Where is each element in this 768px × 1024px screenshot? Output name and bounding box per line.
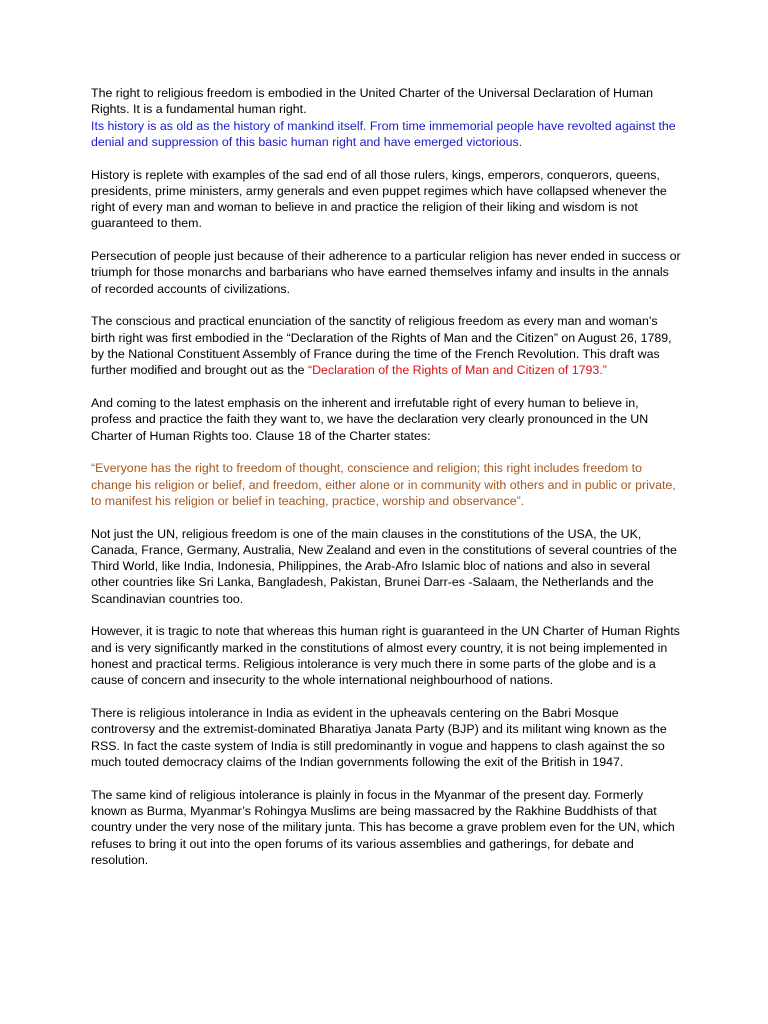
paragraph-4 — [91, 313, 681, 378]
paragraph-1-blue-text: Its history is as old as the history of mankind itself. From time immemorial people have revolted against the denial and suppression of this basic human right and have emerged victorious. — [91, 118, 676, 149]
paragraph-4-red-text: “Declaration of the Rights of Man and Citizen of 1793.” — [307, 363, 607, 378]
paragraph-8: However, it is tragic to note that whereas this human right is guaranteed in the UN Charter of Human Rights and is very significantly marked in the constitutions of almost every country, it is not being implemented in honest and practical terms. Religious intolerance is very much there in some parts of the globe and is a cause of concern and insecurity to the whole international neighbourhood of nations. — [91, 624, 680, 688]
charter-quote: “Everyone has the right to freedom of thought, conscience and religion; this right includes freedom to change his religion or belief, and freedom, either alone or in community with others and in public or private, to manifest his religion or belief in teaching, practice, worship and observance”. — [91, 461, 676, 508]
paragraph-1-text: The right to religious freedom is embodied in the United Charter of the Universal Declaration of Human Rights. It is a fundamental human right. — [91, 86, 653, 117]
paragraph-9: There is religious intolerance in India as evident in the upheavals centering on the Babri Mosque controversy and the extremist-dominated Bharatiya Janata Party (BJP) and its militant wing known as the RSS. In fact the caste system of India is still predominantly in vogue and happens to clash against the so much touted democracy claims of the Indian governments following the exit of the British in 1947. — [91, 706, 667, 769]
paragraph-7: Not just the UN, religious freedom is one of the main clauses in the constitutions of the USA, the UK, Canada, France, Germany, Australia, New Zealand and even in the constitutions of several countries of the Third World, like India, Indonesia, Philippines, the Arab-Afro Islamic bloc of nations and also in several other countries like Sri Lanka, Bangladesh, Pakistan, Brunei Darr-es -Salaam, the Netherlands and the Scandinavian countries too. — [91, 526, 677, 606]
paragraph-5: And coming to the latest emphasis on the inherent and irrefutable right of every human to believe in, profess and practice the faith they want to, we have the declaration very clearly pronounced in the UN Charter of Human Rights too. Clause 18 of the Charter states: — [91, 396, 649, 443]
paragraph-3: Persecution of people just because of their adherence to a particular religion has never ended in success or triumph for those monarchs and barbarians who have earned themselves infamy and insults in the annals of recorded accounts of civilizations. — [91, 249, 681, 296]
paragraph-4-text: The conscious and practical enunciation of the sanctity of religious freedom as every man and woman’s birth right was first embodied in the “Declaration of the Rights of Man and the Citizen” on August 26, 1789, by the National Constituent Assembly of France during the time of the French Revolution. This draft was further modified and brought out as the — [91, 314, 672, 378]
paragraph-1 — [91, 85, 681, 150]
document-page — [91, 85, 681, 884]
paragraph-10: The same kind of religious intolerance is plainly in focus in the Myanmar of the present day. Formerly known as Burma, Myanmar’s Rohingya Muslims are being massacred by the Rakhine Buddhists of that country under the very nose of the military junta. This has become a grave problem even for the UN, which refuses to bring it out into the open forums of its various assemblies and gatherings, for debate and resolution. — [91, 787, 675, 867]
paragraph-2: History is replete with examples of the sad end of all those rulers, kings, emperors, conquerors, queens, presidents, prime ministers, army generals and even puppet regimes which have collapsed whenever the right of every man and woman to believe in and practice the religion of their liking and wisdom is not guaranteed to them. — [91, 167, 667, 231]
